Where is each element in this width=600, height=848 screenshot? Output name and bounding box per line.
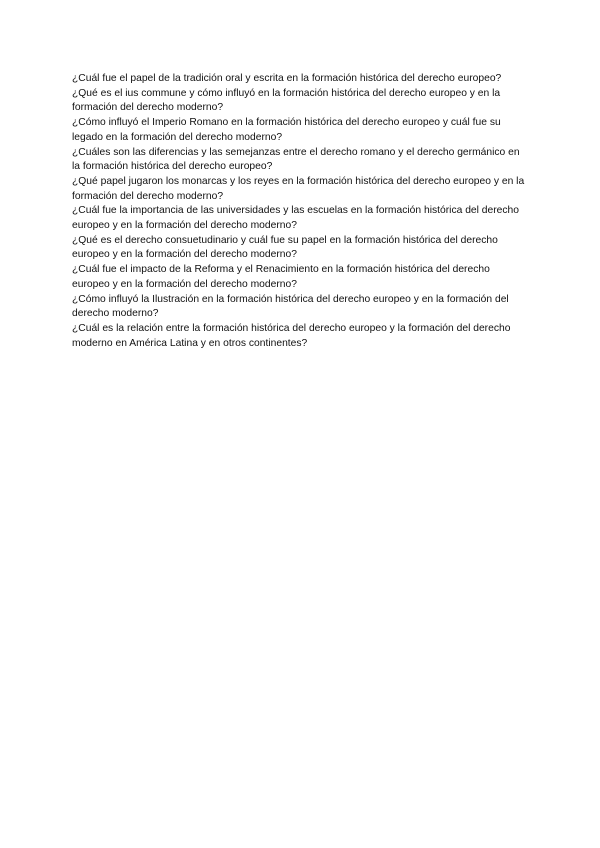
question-item: ¿Cuál fue la importancia de las universidades y las escuelas en la formación histórica del derecho europeo y en la formación del derecho moderno? [72, 205, 520, 232]
question-item: ¿Cómo influyó el Imperio Romano en la formación histórica del derecho europeo y cuál fue su legado en la formación del derecho moderno? [72, 117, 501, 143]
question-item: ¿Cuál fue el impacto de la Reforma y el Renacimiento en la formación histórica del derecho europeo y en la formación del derecho moderno? [72, 264, 490, 290]
question-item: ¿Cuáles son las diferencias y las semejanzas entre el derecho romano y el derecho germánico en la formación histórica del derecho europeo? [72, 146, 520, 173]
question-item: ¿Qué es el derecho consuetudinario y cuál fue su papel en la formación histórica del derecho europeo y en la formación del derecho moderno? [72, 234, 498, 261]
question-item: ¿Qué es el ius commune y cómo influyó en la formación histórica del derecho europeo y en la formación del derecho moderno? [72, 87, 501, 114]
question-list [72, 72, 528, 351]
question-item: ¿Cuál es la relación entre la formación histórica del derecho europeo y la formación del derecho moderno en América Latina y en otros continentes? [72, 322, 511, 349]
question-item: ¿Cómo influyó la Ilustración en la formación histórica del derecho europeo y en la formación del derecho moderno? [72, 293, 509, 320]
question-item: ¿Qué papel jugaron los monarcas y los reyes en la formación histórica del derecho europeo y en la formación del derecho moderno? [72, 175, 525, 202]
question-item: ¿Cuál fue el papel de la tradición oral y escrita en la formación histórica del derecho europeo? [72, 73, 502, 84]
